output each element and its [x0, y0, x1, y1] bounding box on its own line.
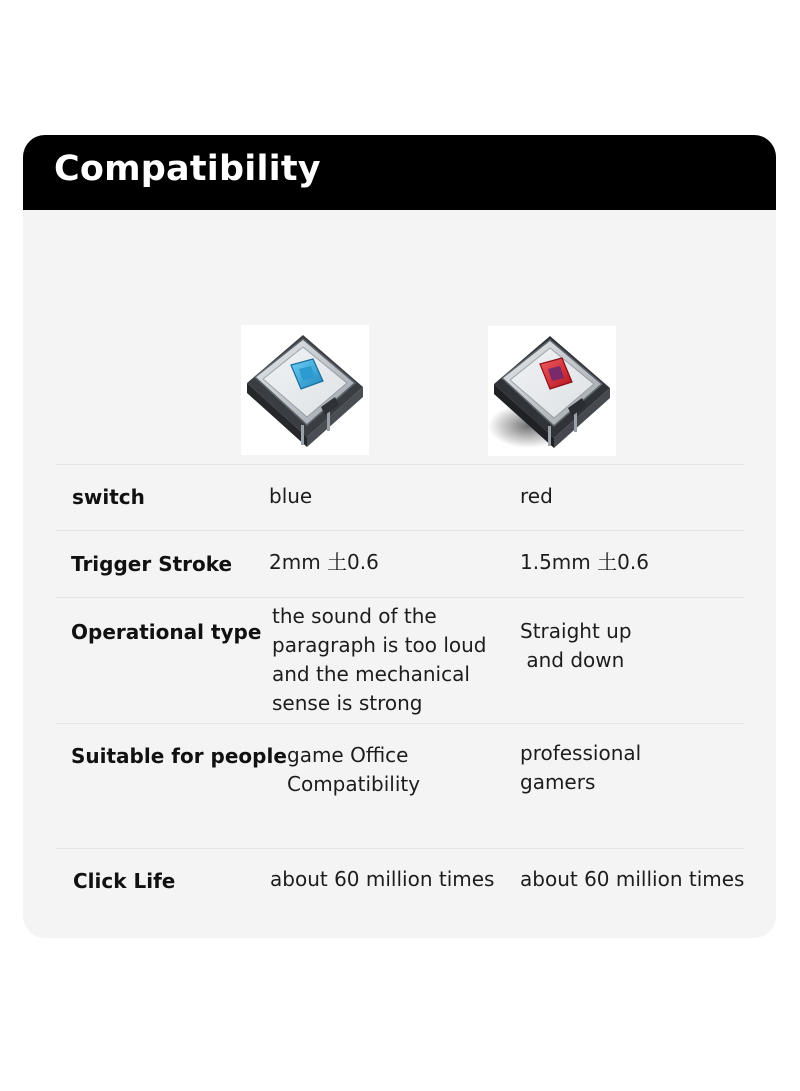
compatibility-card: [23, 135, 776, 938]
card-header: [23, 135, 776, 210]
red-switch-image: [488, 326, 616, 456]
red-operational-type-value: Straight up and down: [520, 619, 632, 672]
row-divider: [56, 597, 744, 598]
blue-switch-value: blue: [269, 484, 313, 508]
red-suitable-for-value: professional gamers: [520, 741, 642, 794]
blue-switch-image: [241, 325, 369, 455]
row-divider: [56, 530, 744, 531]
row-label-trigger-stroke: Trigger Stroke: [71, 552, 233, 576]
card-title: Compatibility: [54, 149, 321, 189]
row-label-switch: switch: [72, 485, 145, 509]
row-divider: [56, 464, 744, 465]
row-label-click-life: Click Life: [73, 869, 176, 893]
red-trigger-stroke-value: 1.5mm 土0.6: [520, 550, 649, 574]
blue-suitable-for-value: game Office Compatibility: [287, 743, 421, 796]
blue-trigger-stroke-value: 2mm 土0.6: [269, 550, 379, 574]
row-label-operational-type: Operational type: [71, 620, 262, 644]
row-label-suitable-for-people: Suitable for people: [71, 744, 287, 768]
blue-click-life-value: about 60 million times: [270, 867, 495, 891]
blue-operational-type-value: the sound of the paragraph is too loud and the mechanical sense is strong: [272, 604, 487, 715]
row-divider: [56, 723, 744, 724]
red-switch-value: red: [520, 484, 553, 508]
row-divider: [56, 848, 744, 849]
red-click-life-value: about 60 million times: [520, 867, 745, 891]
red-mechanical-switch-icon: [488, 326, 616, 456]
blue-mechanical-switch-icon: [241, 325, 369, 455]
